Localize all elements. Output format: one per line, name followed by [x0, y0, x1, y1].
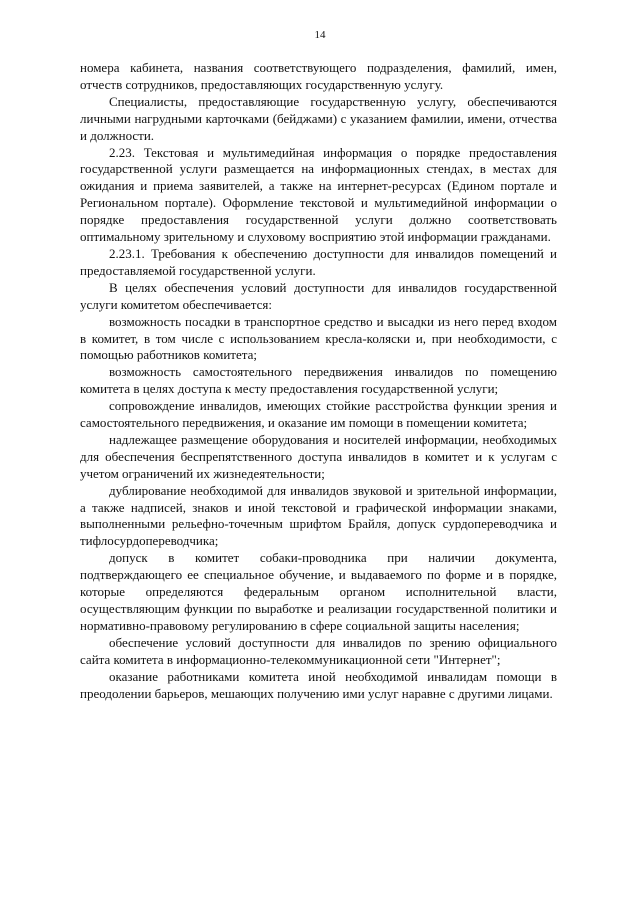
document-body — [80, 60, 557, 702]
list-item: допуск в комитет собаки-проводника при наличии документа, подтверждающего ее специальное обучение, и выдаваемого по форме и в порядке, которые определяются федеральным органом исполнительной власти, осуществляющим функции по выработке и реализации государственной политики и нормативно-правовому регулированию в сфере социальной защиты населения; — [80, 550, 557, 633]
list-item: сопровождение инвалидов, имеющих стойкие расстройства функции зрения и самостоятельного передвижения, и оказание им помощи в помещении комитета; — [80, 398, 557, 431]
paragraph-specialists: Специалисты, предоставляющие государственную услугу, обеспечиваются личными нагрудными карточками (бейджами) с указанием фамилии, имени, отчества и должности. — [80, 93, 557, 143]
paragraph-continuation: номера кабинета, названия соответствующего подразделения, фамилий, имен, отчеств сотрудников, предоставляющих государственную услугу. — [80, 60, 557, 92]
list-item: надлежащее размещение оборудования и носителей информации, необходимых для обеспечения беспрепятственного доступа инвалидов в комитет и к услугам с учетом ограничений их жизнедеятельности; — [80, 431, 557, 481]
page-number: 14 — [314, 29, 326, 41]
paragraph-2-23-1: 2.23.1. Требования к обеспечению доступности для инвалидов помещений и предоставляемой государственной услуги. — [80, 245, 557, 278]
list-item: возможность самостоятельного передвижения инвалидов по помещению комитета в целях доступа к месту предоставления государственной услуги; — [80, 364, 557, 397]
list-item: оказание работниками комитета иной необходимой инвалидам помощи в преодолении барьеров, мешающих получению ими услуг наравне с другими лицами. — [80, 668, 557, 701]
paragraph-2-23: 2.23. Текстовая и мультимедийная информация о порядке предоставления государственной услуги размещается на информационных стендах, в местах для ожидания и приема заявителей, а также на интернет-ресурсах (Едином портале и Региональном портале). Оформление текстовой и мультимедийной информации о порядке предоставления государственной услуги должно соответствовать оптимальному зрительному и слуховому восприятию этой информации гражданами. — [80, 144, 557, 245]
list-item: дублирование необходимой для инвалидов звуковой и зрительной информации, а также надписей, знаков и иной текстовой и графической информации знаками, выполненными рельефно-точечным шрифтом Брайля, допуск сурдопереводчика и тифлосурдопереводчика; — [80, 482, 557, 549]
list-item: возможность посадки в транспортное средство и высадки из него перед входом в комитет, в том числе с использованием кресла-коляски и, при необходимости, с помощью работников комитета; — [80, 313, 557, 363]
paragraph-intro: В целях обеспечения условий доступности для инвалидов государственной услуги комитетом обеспечивается: — [80, 279, 557, 312]
list-item: обеспечение условий доступности для инвалидов по зрению официального сайта комитета в информационно-телекоммуникационной сети "Интернет"; — [80, 634, 557, 667]
